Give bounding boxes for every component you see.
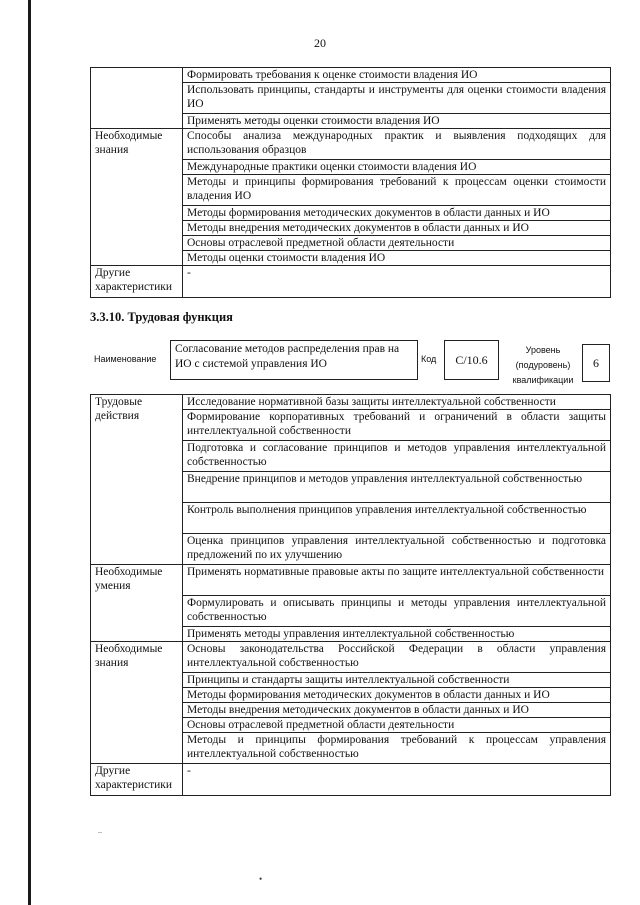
row-label (91, 68, 183, 129)
code-box: С/10.6 (444, 340, 499, 380)
row-label-labor-actions: Трудовые действия (91, 395, 183, 565)
table-cell: - (183, 764, 611, 796)
table-cell: Применять методы оценки стоимости владения ИО (183, 114, 611, 129)
qualification-level-label: Уровень (подуровень) квалификации (512, 345, 574, 385)
table-cell: Методы формирования методических документов в области данных и ИО (183, 206, 611, 221)
table-row (91, 764, 611, 796)
table-cell: Применять методы управления интеллектуальной собственностью (183, 627, 611, 642)
table-cell: - (183, 266, 611, 298)
code-label: Код (421, 354, 437, 364)
table-cell: Оценка принципов управления интеллектуальной собственностью и подготовка предложений по их улучшению (183, 534, 611, 565)
scan-dot: • (259, 874, 263, 884)
table-cell: Применять нормативные правовые акты по защите интеллектуальной собственности (183, 565, 611, 596)
table-cell: Контроль выполнения принципов управления интеллектуальной собственностью (183, 503, 611, 534)
table-cell: Исследование нормативной базы защиты интеллектуальной собственности (183, 395, 611, 410)
table-cell: Формирование корпоративных требований и ограничений в области защиты интеллектуальной собственности (183, 410, 611, 441)
competency-table (90, 394, 611, 796)
table-cell: Способы анализа международных практик и выявления подходящих для использования образцов (183, 129, 611, 160)
row-label-required-knowledge: Необходимые знания (91, 129, 183, 266)
table-cell: Методы внедрения методических документов в области данных и ИО (183, 221, 611, 236)
table-cell: Основы законодательства Российской Федерации в области управления интеллектуальной собственностью (183, 642, 611, 673)
row-label-other: Другие характеристики (91, 266, 183, 298)
table-row (91, 129, 611, 160)
table-cell: Методы внедрения методических документов в области данных и ИО (183, 703, 611, 718)
table-cell: Международные практики оценки стоимости владения ИО (183, 160, 611, 175)
row-label-required-knowledge: Необходимые знания (91, 642, 183, 764)
table-row (91, 266, 611, 298)
table-cell: Методы формирования методических документов в области данных и ИО (183, 688, 611, 703)
function-name-box: Согласование методов распределения прав на ИО с системой управления ИО (170, 340, 418, 380)
table-cell: Принципы и стандарты защиты интеллектуальной собственности (183, 673, 611, 688)
qualification-level-box: 6 (582, 344, 610, 382)
name-label: Наименование (94, 354, 157, 364)
table-cell: Основы отраслевой предметной области деятельности (183, 718, 611, 733)
table-cell: Основы отраслевой предметной области деятельности (183, 236, 611, 251)
table-cell: Формулировать и описывать принципы и методы управления интеллектуальной собственностью (183, 596, 611, 627)
table-row (91, 395, 611, 410)
scan-mark: .. (98, 826, 102, 835)
table-cell: Подготовка и согласование принципов и методов управления интеллектуальной собственностью (183, 441, 611, 472)
row-label-other: Другие характеристики (91, 764, 183, 796)
table-cell: Методы и принципы формирования требований к процессам управления интеллектуальной собственностью (183, 733, 611, 764)
section-heading: 3.3.10. Трудовая функция (90, 310, 233, 324)
table-cell: Методы и принципы формирования требований к процессам оценки стоимости владения ИО (183, 175, 611, 206)
competency-table-continued (90, 67, 611, 298)
table-row (91, 642, 611, 673)
table-row (91, 565, 611, 596)
table-cell: Использовать принципы, стандарты и инструменты для оценки стоимости владения ИО (183, 83, 611, 114)
table-cell: Внедрение принципов и методов управления интеллектуальной собственностью (183, 472, 611, 503)
scan-left-border (28, 0, 31, 905)
table-cell: Формировать требования к оценке стоимости владения ИО (183, 68, 611, 83)
row-label-required-skills: Необходимые умения (91, 565, 183, 642)
table-cell: Методы оценки стоимости владения ИО (183, 251, 611, 266)
table-row (91, 68, 611, 83)
page-number: 20 (314, 36, 326, 50)
